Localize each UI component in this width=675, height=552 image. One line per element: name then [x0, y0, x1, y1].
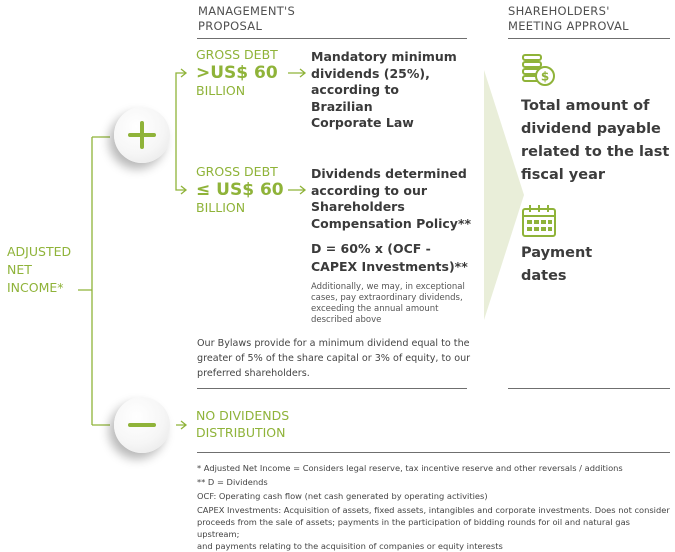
approval-item1-line: dividend payable: [521, 121, 661, 137]
dividend-formula: [311, 240, 468, 276]
footnote-capex-line: and payments relating to the acquisition of companies or equity interests: [197, 541, 503, 551]
bylaws-line: preferred shareholders.: [197, 368, 310, 379]
approval-item1-line: related to the last: [521, 144, 670, 160]
dividend-formula-line: D = 60% x (OCF -: [311, 241, 431, 256]
footnote-capex-line: proceeds from the sale of assets; payments in the participation of bidding rounds for oil and natural gas upstream;: [197, 517, 630, 539]
bylaws-line: greater of 5% of the share capital or 3% of equity, to our: [197, 353, 471, 364]
adjusted-net-income-line1: ADJUSTED: [7, 244, 72, 259]
approval-bottom-rule: [508, 388, 670, 389]
header-management-line2: PROPOSAL: [198, 19, 263, 33]
branch-low-value: ≤ US$ 60: [196, 180, 284, 200]
no-dividends-line2: DISTRIBUTION: [196, 425, 286, 440]
approval-item2-line: Payment: [521, 245, 593, 261]
extraordinary-note-line: exceeding the annual amount: [311, 304, 439, 314]
plus-icon: [114, 107, 170, 163]
approval-item1-line: Total amount of: [521, 98, 650, 114]
bylaws-text: [197, 336, 470, 381]
branch-high-result-line: Corporate Law: [311, 115, 414, 130]
extraordinary-note-line: cases, pay extraordinary dividends,: [311, 293, 463, 303]
footnote-capex-line: CAPEX Investments: Acquisition of assets, fixed assets, intangibles and corporate investments. Does not consider: [197, 505, 670, 515]
approval-item2-line: dates: [521, 268, 567, 284]
no-dividends-label: [196, 407, 289, 441]
bylaws-line: Our Bylaws provide for a minimum dividend equal to the: [197, 338, 470, 349]
coins-icon: [521, 52, 557, 88]
bylaws-rule: [197, 388, 467, 389]
branch-high-debt: [196, 47, 278, 99]
footnotes: [197, 462, 673, 552]
calendar-icon: [521, 204, 557, 238]
branch-high-result-line: Brazilian: [311, 98, 373, 114]
branch-low-debt: [196, 164, 284, 216]
branch-high-result-line: according to: [311, 82, 400, 97]
extraordinary-note: [311, 282, 465, 326]
branch-low-result-line: Dividends determined: [311, 166, 467, 181]
footnotes-rule: [197, 452, 670, 453]
header-management-line1: MANAGEMENT'S: [198, 4, 296, 18]
footnote-dividends: ** D = Dividends: [197, 477, 268, 487]
footnote-adjusted-net-income: * Adjusted Net Income = Considers legal reserve, tax incentive reserve and other reversals / additions: [197, 463, 623, 473]
adjusted-net-income-line3: INCOME*: [7, 280, 64, 295]
branch-low-result: [311, 166, 471, 232]
branch-high-value: >US$ 60: [196, 63, 278, 83]
minus-icon: [114, 397, 170, 453]
plus-circle: [114, 107, 170, 163]
branch-low-result-line: according to our: [311, 182, 428, 198]
branch-high-result: [311, 49, 457, 132]
header-shareholders-line2: MEETING APPROVAL: [508, 19, 629, 33]
header-shareholders-line1: SHAREHOLDERS': [508, 4, 610, 18]
extraordinary-note-line: described above: [311, 315, 382, 325]
extraordinary-note-line: Additionally, we may, in exceptional: [311, 282, 465, 292]
approval-payment-dates: [521, 242, 592, 288]
minus-circle: [114, 397, 170, 453]
branch-high-line3: BILLION: [196, 83, 246, 98]
branch-low-line1: GROSS DEBT: [196, 164, 278, 179]
footnote-ocf: OCF: Operating cash flow (net cash generated by operating activities): [197, 491, 488, 501]
branch-low-result-line: Shareholders: [311, 199, 405, 214]
branch-low-line3: BILLION: [196, 200, 246, 215]
approval-item1-line: fiscal year: [521, 167, 605, 183]
branch-high-result-line: dividends (25%),: [311, 65, 430, 81]
branch-high-result-line: Mandatory minimum: [311, 49, 457, 64]
branch-low-result-line: Compensation Policy**: [311, 215, 472, 231]
svg-text:$: $: [540, 69, 550, 84]
dividend-formula-line: CAPEX Investments)**: [311, 259, 468, 274]
no-dividends-line1: NO DIVIDENDS: [196, 408, 290, 423]
branch-high-line1: GROSS DEBT: [196, 47, 278, 62]
approval-total-dividend: [521, 95, 669, 187]
adjusted-net-income-line2: NET: [7, 262, 32, 277]
